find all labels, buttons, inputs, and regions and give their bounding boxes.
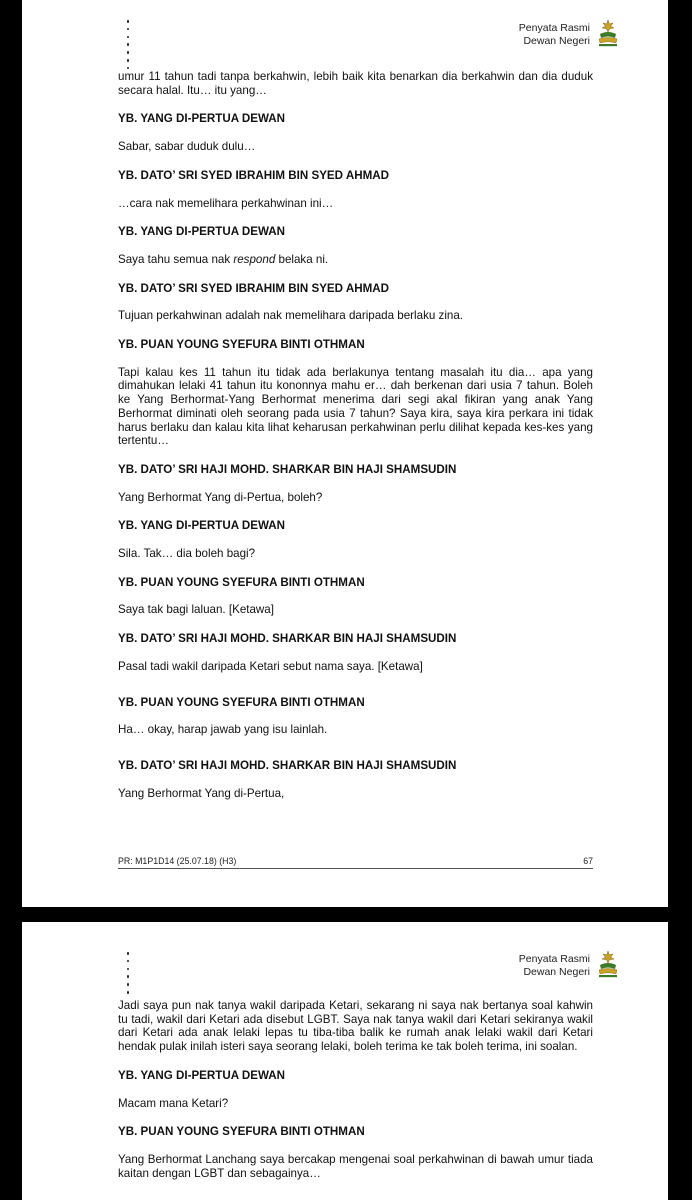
speech-text-part: Saya tahu semua nak bbox=[118, 252, 234, 266]
speaker-name: YB. YANG DI-PERTUA DEWAN bbox=[118, 1068, 286, 1082]
header-title-line1: Penyata Rasmi bbox=[518, 953, 590, 965]
speech-text: …cara nak memelihara perkahwinan ini… bbox=[118, 196, 334, 210]
header-title-line1: Penyata Rasmi bbox=[518, 22, 590, 34]
header-title-line2: Dewan Negeri bbox=[523, 965, 590, 978]
speaker-name: YB. DATO’ SRI HAJI MOHD. SHARKAR BIN HAJI SHAMSUDIN bbox=[118, 758, 457, 772]
speech-text bbox=[118, 253, 593, 267]
speech-text: Yang Berhormat Yang di-Pertua, bbox=[118, 786, 285, 800]
speech-text: Pasal tadi wakil daripada Ketari sebut nama saya. [Ketawa] bbox=[118, 659, 423, 673]
speaker-name: YB. DATO’ SRI HAJI MOHD. SHARKAR BIN HAJI SHAMSUDIN bbox=[118, 632, 457, 646]
speaker-name: YB. YANG DI-PERTUA DEWAN bbox=[118, 225, 286, 239]
state-crest-icon bbox=[596, 949, 620, 979]
document-page-2 bbox=[22, 922, 668, 1200]
page2-content bbox=[118, 999, 593, 1180]
speaker-name: YB. PUAN YOUNG SYEFURA BINTI OTHMAN bbox=[118, 338, 365, 352]
speech-text-italic: respond bbox=[233, 252, 276, 266]
page1-content bbox=[118, 70, 593, 800]
speech-text: Tapi kalau kes 11 tahun itu tidak ada berlakunya tentang masalah itu dia… apa yang dimahukan lelaki 41 tahun itu kononnya mahu er… dah berkenan dari usia 7 tahun. Boleh ke Yang Berhormat-Yang Berhormat menerima dari segi akal fikiran yang anak Yang Berhormat diminati oleh seorang pada usia 7 tahun? Saya kira, saya kira perkara ini tidak harus berlaku dan kalau kita lihat keharusan perkahwinan perlu dilihat kepada kes-kes yang tertentu… bbox=[118, 365, 593, 448]
speech-text-part: belaka ni. bbox=[275, 252, 329, 266]
speech-text: Saya tak bagi laluan. [Ketawa] bbox=[118, 603, 274, 617]
speech-text: Yang Berhormat Lanchang saya bercakap mengenai soal perkahwinan di bawah umur tiada kaitan dengan LGBT dan sebagainya… bbox=[118, 1152, 593, 1180]
speaker-name: YB. DATO’ SRI SYED IBRAHIM BIN SYED AHMAD bbox=[118, 281, 389, 295]
opening-paragraph: Jadi saya pun nak tanya wakil daripada Ketari, sekarang ni saya nak bertanya soal kahwin tu tadi, wakil dari Ketari ada disebut LGBT. Saya nak tanya wakil dari Ketari sekiranya wakil dari Ketari ada anak lelaki lepas tu tiba-tiba balik ke rumah anak lelaki wakil dari Ketari hendak pulak inilah isteri saya seorang lelaki, boleh terima ke tak boleh terima, ini soalan. bbox=[118, 999, 593, 1054]
speech-text: Ha… okay, harap jawab yang isu lainlah. bbox=[118, 723, 328, 737]
speaker-name: YB. YANG DI-PERTUA DEWAN bbox=[118, 112, 286, 126]
speaker-name: YB. PUAN YOUNG SYEFURA BINTI OTHMAN bbox=[118, 575, 365, 589]
footer-reference: PR: M1P1D14 (25.07.18) (H3) bbox=[118, 856, 237, 866]
margin-dots-icon bbox=[126, 20, 130, 74]
speaker-name: YB. PUAN YOUNG SYEFURA BINTI OTHMAN bbox=[118, 1125, 365, 1139]
state-crest-icon bbox=[596, 18, 620, 48]
margin-dots-icon bbox=[126, 952, 130, 999]
speech-text: Sila. Tak… dia boleh bagi? bbox=[118, 547, 256, 561]
speech-text: Tujuan perkahwinan adalah nak memelihara daripada berlaku zina. bbox=[118, 309, 464, 323]
header-title-line2: Dewan Negeri bbox=[523, 34, 590, 47]
speaker-name: YB. DATO’ SRI HAJI MOHD. SHARKAR BIN HAJI SHAMSUDIN bbox=[118, 462, 457, 476]
page-footer bbox=[118, 856, 593, 869]
speaker-name: YB. YANG DI-PERTUA DEWAN bbox=[118, 519, 286, 533]
speech-text: Sabar, sabar duduk dulu… bbox=[118, 140, 256, 154]
page-header bbox=[519, 953, 590, 978]
speaker-name: YB. PUAN YOUNG SYEFURA BINTI OTHMAN bbox=[118, 695, 365, 709]
speech-text: Macam mana Ketari? bbox=[118, 1096, 229, 1110]
document-page-1 bbox=[22, 0, 668, 907]
speaker-name: YB. DATO’ SRI SYED IBRAHIM BIN SYED AHMAD bbox=[118, 168, 389, 182]
opening-paragraph: umur 11 tahun tadi tanpa berkahwin, lebih baik kita benarkan dia berkahwin dan dia duduk secara halal. Itu… itu yang… bbox=[118, 70, 593, 97]
page-number: 67 bbox=[583, 856, 593, 866]
page-header bbox=[519, 22, 590, 47]
speech-text: Yang Berhormat Yang di-Pertua, boleh? bbox=[118, 490, 323, 504]
